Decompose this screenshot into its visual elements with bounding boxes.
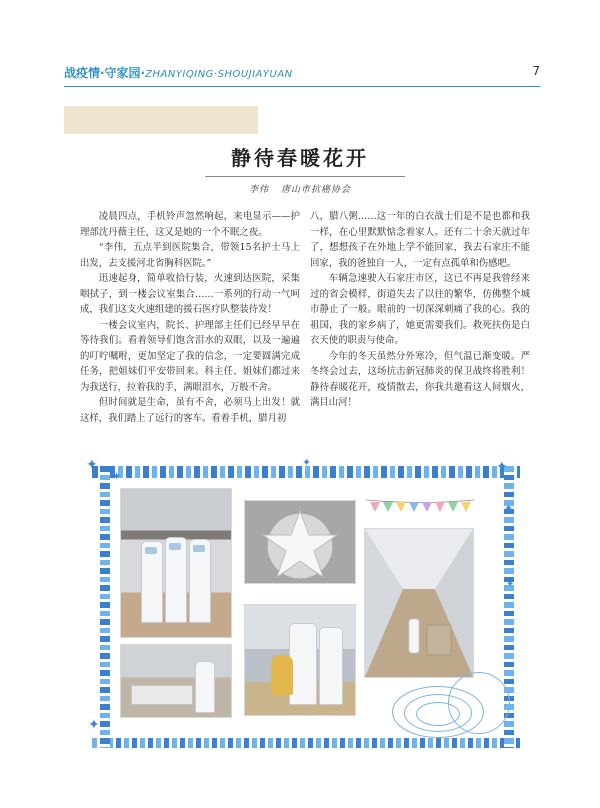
star-icon: ✦ [504,502,514,515]
star-icon: ✦ [506,579,515,590]
page-number: 7 [532,64,540,78]
face-shield [169,543,181,550]
star-icon: ✦ [302,456,312,469]
article-column-left [80,209,300,426]
photo-ward-bed [120,644,232,718]
paragraph: 迅速起身，简单收拾行装，火速到达医院，采集咽拭子，到一楼会议室集合……一系列的行动一气呵成，我们这支火速组建的援石医疗队整装待发！ [80,273,300,315]
patient-figure [271,655,293,695]
article-title: 静待春暖花开 [231,146,369,170]
paragraph: 车辆急速驶入石家庄市区，这已不再是我曾经来过的省会模样，街道失去了以往的繁华，仿佛整个城市静止了一般。眼前的一切深深刺痛了我的心。我的祖国，我的家乡病了，她更需要我们。救死扶伤是白衣天使的职责与使命。 [310,273,530,346]
author-affiliation: 唐山市抗癌协会 [281,185,352,195]
collage-frame-bottom [92,738,520,748]
paragraph: 今年的冬天虽然分外寒冷，但气温已渐变暖。严冬终会过去，这场抗击新冠肺炎的保卫战终将胜利！静待春暖花开，疫情散去，你我共邀看这人间烟火，满目山河！ [310,350,530,408]
title-divider [205,176,405,177]
medic-figure [195,661,215,713]
paragraph: “李伟，五点半到医院集合，带领15名护士马上出发，去支援河北省胸科医院。” [80,242,300,269]
medic-figure [289,623,317,705]
paragraph: 凌晨四点，手机铃声忽然响起，来电显示——护理部沈丹薇主任，这又是她的一个不眠之夜。 [80,211,300,238]
collage-frame-left [100,466,110,748]
corridor-perspective [365,529,473,677]
header-divider [64,86,540,87]
bunting-flag [435,502,445,512]
star-icon: ✦ [112,470,122,483]
star-icon: ✦ [88,717,100,733]
paragraph: 一楼会议室内，院长、护理部主任们已经早早在等待我们。看着领导们饱含泪水的双眼，以及一遍遍的叮咛嘱咐，更加坚定了我的信念，一定要圆满完成任务，把姐妹们平安带回来。科主任、姐妹们都过来为我送行，拉着我的手，满眼泪水，万般不舍。 [80,319,300,393]
hospital-bed [131,685,193,705]
column-brand-text: 战疫情·守家园· [64,66,146,80]
medic-figure [319,627,343,705]
photo-team-pose [120,488,232,638]
decorative-banner [64,106,258,134]
hands-star-shape [245,501,355,583]
photo-hospital-corridor [364,528,474,678]
swirl-decoration [448,672,510,734]
column-brand [64,64,293,81]
bunting-flag [383,502,393,512]
bunting-flag [461,502,471,512]
photo-collage [86,456,520,748]
bunting-decoration [366,498,474,516]
paragraph: 八，腊八粥……这一年的白衣战士们是不是也都和我一样，在心里默默惦念着家人。还有二十余天就过年了，想想孩子在外地上学不能回家，我去石家庄不能回家，我的爸独自一人，一定有点孤单和伤感吧。 [310,211,530,269]
bunting-flag [396,502,406,512]
bunting-flag [422,502,432,512]
page-header [64,64,540,84]
star-icon: ✦ [496,459,508,475]
photo-swab-sampling [244,604,356,716]
bunting-flag [409,502,419,512]
paragraph: 但时间就是生命，虽有不舍，必须马上出发！就这样，我们踏上了远行的客车。看着手机，腊月初 [80,397,300,424]
author-name: 李伟 [248,185,269,195]
photo-hands-circle [244,500,356,584]
face-shield [145,547,157,554]
byline [0,182,600,195]
bunting-flag [448,502,458,512]
column-brand-pinyin: ZHANYIQING·SHOUJIAYUAN [145,69,293,80]
article-column-right [310,209,530,411]
bunting-flag [370,502,380,512]
face-shield [193,545,205,552]
star-icon: ✦ [86,457,98,473]
